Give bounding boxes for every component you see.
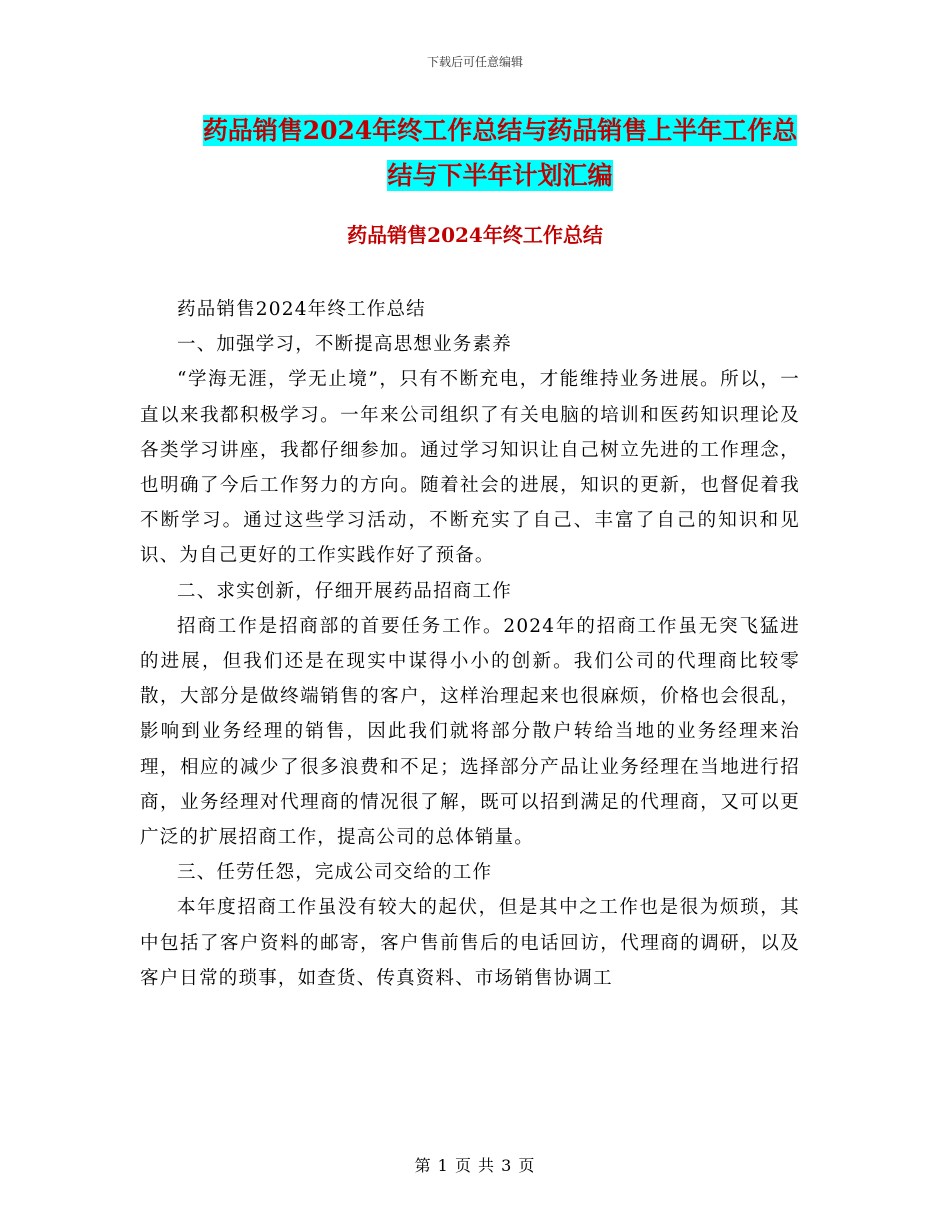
paragraph: “学海无涯，学无止境”，只有不断充电，才能维持业务进展。所以，一直以来我都积极学习。一年来公司组织了有关电脑的培训和医药知识理论及各类学习讲座，我都仔细参加。通过学习知识让自己树立先进的工作理念，也明确了今后工作努力的方向。随着社会的进展，知识的更新，也督促着我不断学习。通过这些学习活动，不断充实了自己、丰富了自己的知识和见识、为自己更好的工作实践作好了预备。 — [140, 369, 800, 567]
document-title-line-2: 结与下半年计划汇编 — [387, 161, 613, 190]
paragraph: 本年度招商工作虽没有较大的起伏，但是其中之工作也是很为烦琐，其中包括了客户资料的邮寄，客户售前售后的电话回访，代理商的调研，以及客户日常的琐事，如查货、传真资料、市场销售协调工 — [140, 897, 800, 989]
paragraph-heading: 三、任劳任怨，完成公司交给的工作 — [177, 862, 493, 884]
section-title: 药品销售2024年终工作总结 — [347, 223, 603, 247]
page-header-note: 下载后可任意编辑 — [426, 55, 523, 69]
page-number: 第 1 页 共 3 页 — [414, 1156, 536, 1175]
document-title — [150, 108, 850, 198]
paragraph: 招商工作是招商部的首要任务工作。2024年的招商工作虽无突飞猛进的进展，但我们还是在现实中谋得小小的创新。我们公司的代理商比较零散，大部分是做终端销售的客户，这样治理起来也很麻烦，价格也会很乱，影响到业务经理的销售，因此我们就将部分散户转给当地的业务经理来治理，相应的减少了很多浪费和不足；选择部分产品让业务经理在当地进行招商，业务经理对代理商的情况很了解，既可以招到满足的代理商，又可以更广泛的扩展招商工作，提高公司的总体销量。 — [140, 615, 800, 849]
paragraph-heading: 一、加强学习，不断提高思想业务素养 — [177, 334, 512, 356]
document-title-line-1: 药品销售2024年终工作总结与药品销售上半年工作总 — [202, 116, 798, 145]
paragraph-heading: 二、求实创新，仔细开展药品招商工作 — [177, 580, 512, 602]
paragraph: 药品销售2024年终工作总结 — [177, 299, 426, 320]
document-body — [140, 292, 800, 996]
